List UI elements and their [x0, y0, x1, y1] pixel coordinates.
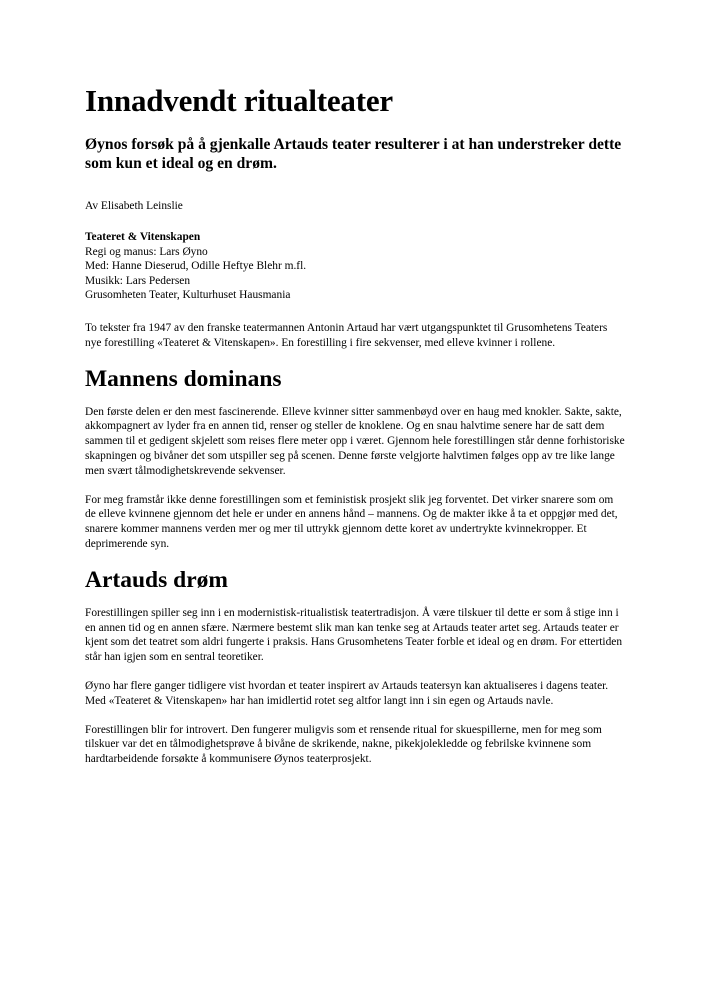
article-title: Innadvendt ritualteater: [85, 83, 393, 118]
article: [85, 83, 625, 781]
section-heading: Artauds drøm: [85, 566, 228, 593]
body-paragraph: Den første delen er den mest fascinerende. Elleve kvinner sitter sammenbøyd over en haug med knokler. Sakte, sakte, akkompagnert av lyder fra en annen tid, renser og steller de knoklene. Og en snau halvtime senere har de satt dem sammen til et gedigent skjelett som reises flere meter opp i været. Gjennom hele forestillingen står denne forhistoriske skapningen og bivåner det som utspiller seg på scenen. Denne første velgjorte halvtimen følges opp av tre like lange men svært tålmodighetskrevende sekvenser.: [85, 405, 625, 477]
intro-paragraph: To tekster fra 1947 av den franske teatermannen Antonin Artaud har vært utgangspunktet til Grusomhetens Teaters nye forestilling «Teateret & Vitenskapen». En forestilling i fire sekvenser, med elleve kvinner i rollene.: [85, 321, 608, 349]
section-heading: Mannens dominans: [85, 365, 282, 392]
body-paragraph: Øyno har flere ganger tidligere vist hvordan et teater inspirert av Artauds teatersyn kan aktualiseres i dagens teater. Med «Teateret & Vitenskapen» har han imidlertid rotet seg altfor langt inn i sin egen og Artauds navle.: [85, 679, 609, 707]
production-credits: [85, 230, 625, 303]
credit-line: Regi og manus: Lars Øyno: [85, 245, 208, 258]
article-lead: Øynos forsøk på å gjenkalle Artauds teater resulterer i at han understreker dette som kun et ideal og en drøm.: [85, 136, 622, 172]
production-title: Teateret & Vitenskapen: [85, 231, 201, 243]
credit-line: Musikk: Lars Pedersen: [85, 274, 191, 287]
credit-line: Grusomheten Teater, Kulturhuset Hausmania: [85, 289, 291, 302]
body-paragraph: Forestillingen spiller seg inn i en modernistisk-ritualistisk teatertradisjon. Å være tilskuer til dette er som å stige inn i en annen tid og en annen sfære. Nærmere bestemt slik man kan tenke seg at Artauds teater artet seg. Artauds teater er kjent som det teatret som aldri fungerte i praksis. Hans Grusomhetens Teater forble et ideal og en drøm. For ettertiden står han igjen som en sentral teoretiker.: [85, 606, 623, 664]
body-paragraph: For meg framstår ikke denne forestillingen som et feministisk prosjekt slik jeg forventet. Det virker snarere som om de elleve kvinnene gjennom det hele er under en annens hånd – mannens. Og de makter ikke å ta et oppgjør med det, snarere kommer mannens verden mer og mer til uttrykk gjennom dette koret av undertrykte kvinnekropper. Et deprimerende syn.: [85, 493, 618, 550]
credit-line: Med: Hanne Dieserud, Odille Heftye Blehr m.fl.: [85, 260, 307, 273]
body-paragraph: Forestillingen blir for introvert. Den fungerer muligvis som et rensende ritual for skuespillerne, men for meg som tilskuer var det en tålmodighetsprøve å bivåne de skrikende, nakne, pikekjolekledde og febrilske kvinnene som hardtarbeidende forsøkte å kommunisere Øynos teaterprosjekt.: [85, 723, 602, 766]
byline: Av Elisabeth Leinslie: [85, 200, 183, 212]
